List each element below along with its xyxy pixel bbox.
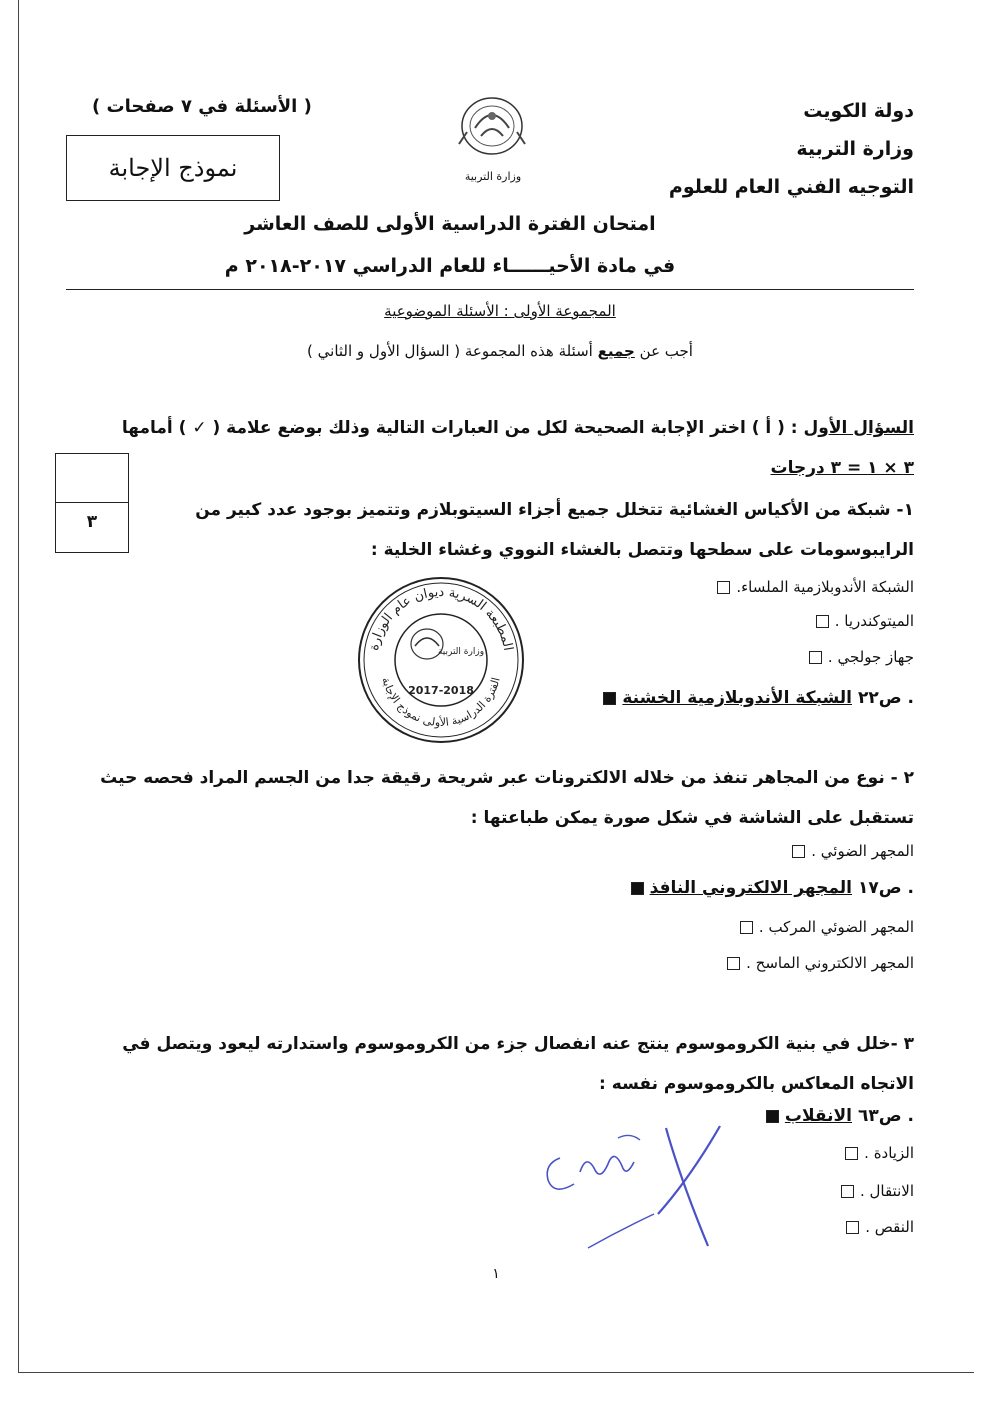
option-label: الميتوكندريا .: [834, 612, 914, 630]
group-instructions: [200, 342, 800, 360]
instructions-prefix: أجب عن: [639, 342, 693, 360]
checkbox-icon[interactable]: [809, 651, 822, 664]
emblem-caption: وزارة التربية: [464, 170, 522, 183]
checked-box-icon[interactable]: [766, 1110, 779, 1123]
group-title-text: المجموعة الأولى : الأسئلة الموضوعية: [384, 302, 616, 320]
score-box-value: ٣: [86, 512, 98, 532]
option-label: المجهر الضوئي .: [811, 842, 914, 860]
page-reference: . ص٦٣: [857, 1106, 914, 1126]
svg-text:المطبعة السرية ديوان عام الوزا: [367, 585, 516, 652]
checkbox-icon[interactable]: [841, 1185, 854, 1198]
item3-stem-line2: الاتجاه المعاكس بالكروموسوم نفسه :: [599, 1074, 914, 1094]
item2-option-2[interactable]: [740, 918, 914, 936]
stamp-year: 2017-2018: [408, 684, 474, 697]
item2-stem: [100, 758, 914, 838]
department-name: التوجيه الفني العام للعلوم: [668, 176, 914, 198]
country-name: دولة الكويت: [803, 100, 914, 122]
score-box-divider: [56, 502, 128, 503]
checkbox-icon[interactable]: [792, 845, 805, 858]
item1-option-1[interactable]: [717, 578, 914, 596]
item3-option-1[interactable]: [845, 1144, 914, 1162]
item1-option-2[interactable]: [816, 612, 914, 630]
option-label: المجهر الالكتروني الماسح .: [746, 954, 914, 972]
checkbox-icon[interactable]: [717, 581, 730, 594]
item1-option-3[interactable]: [809, 648, 914, 666]
stamp-inner-label: وزارة التربية: [437, 647, 485, 657]
checkbox-icon[interactable]: [816, 615, 829, 628]
item3-option-2[interactable]: [841, 1182, 914, 1200]
group-title: [250, 302, 750, 320]
pages-note: ( الأسئلة في ٧ صفحات ): [92, 96, 312, 117]
stamp-bottom-text: الفترة الدراسية الأولى نموذج الإجابة: [379, 675, 503, 730]
checked-box-icon[interactable]: [603, 692, 616, 705]
question1-label: السؤال الأول: [803, 418, 914, 438]
item1-stem: [134, 490, 914, 570]
answer-model-box: [66, 135, 280, 201]
item3-correct-option[interactable]: [766, 1106, 914, 1126]
checkbox-icon[interactable]: [740, 921, 753, 934]
page-reference: . ص٢٢: [857, 688, 914, 708]
instructions-suffix: أسئلة هذه المجموعة ( السؤال الأول و الثاني ): [307, 342, 593, 360]
ministry-name: وزارة التربية: [796, 138, 914, 160]
item2-option-3[interactable]: [727, 954, 914, 972]
option-label: المجهر الضوئي المركب .: [758, 918, 914, 936]
option-label: الشبكة الأندوبلازمية الملساء.: [736, 578, 914, 596]
instructions-emphasis: جميع: [597, 342, 635, 360]
page-edge-left: [18, 0, 19, 1372]
option-label: الانتقال .: [859, 1182, 914, 1200]
item2-correct-option[interactable]: [631, 878, 914, 898]
exam-title: امتحان الفترة الدراسية الأولى للصف العاشر: [244, 213, 656, 235]
header-institution: [664, 92, 914, 206]
item1-correct-option[interactable]: [603, 688, 914, 708]
page-number: ١: [492, 1266, 500, 1282]
checkbox-icon[interactable]: [727, 957, 740, 970]
item2-stem-line1: ٢ - نوع من المجاهر تنفذ من خلاله الالكترونات عبر شريحة رقيقة جدا من الجسم المراد فحصه حيث: [100, 768, 914, 788]
page-reference: . ص١٧: [857, 878, 914, 898]
question1-header: [94, 418, 914, 438]
item1-stem-line2: الرايبوسومات على سطحها وتتصل بالغشاء النووي وغشاء الخلية :: [370, 540, 914, 560]
checkbox-icon[interactable]: [845, 1147, 858, 1160]
option-label: جهاز جولجي .: [827, 648, 914, 666]
handwritten-signature-icon: [530, 1118, 740, 1258]
official-stamp-icon: [355, 574, 527, 746]
item3-option-3[interactable]: [846, 1218, 914, 1236]
correct-answer: المجهر الالكتروني النافذ: [649, 878, 852, 898]
kuwait-emblem-icon: [455, 92, 529, 162]
page-edge-bottom: [18, 1372, 974, 1373]
exam-subject-year: في مادة الأحيــــــاء للعام الدراسي ٢٠١٧-٢٠١٨ م: [224, 255, 676, 277]
stamp-top-text: المطبعة السرية ديوان عام الوزارة: [366, 584, 516, 652]
item2-option-1[interactable]: [792, 842, 914, 860]
correct-answer: الانقلاب: [784, 1106, 852, 1126]
checked-box-icon[interactable]: [631, 882, 644, 895]
header-divider: [66, 289, 914, 290]
checkbox-icon[interactable]: [846, 1221, 859, 1234]
item2-stem-line2: تستقبل على الشاشة في شكل صورة يمكن طباعتها :: [470, 808, 914, 828]
option-label: الزيادة .: [864, 1144, 914, 1162]
item3-stem: [122, 1024, 914, 1104]
scoring-text: ٣ × ١ = ٣ درجات: [770, 458, 914, 478]
score-box: [55, 453, 129, 553]
option-label: النقص .: [865, 1218, 914, 1236]
correct-answer: الشبكة الأندوبلازمية الخشنة: [622, 688, 852, 708]
answer-model-label: نموذج الإجابة: [108, 154, 238, 182]
item1-stem-line1: ١- شبكة من الأكياس الغشائية تتخلل جميع أجزاء السيتوبلازم وتتميز بوجود عدد كبير من: [195, 500, 914, 520]
question1-text: : ( أ ) اختر الإجابة الصحيحة لكل من العبارات التالية وذلك بوضع علامة ( ✓ ) أمامها: [121, 418, 798, 438]
question1-scoring: [770, 458, 914, 478]
item3-stem-line1: ٣ -خلل في بنية الكروموسوم ينتج عنه انفصال جزء من الكروموسوم واستدارته ليعود ويتصل في: [122, 1034, 914, 1054]
